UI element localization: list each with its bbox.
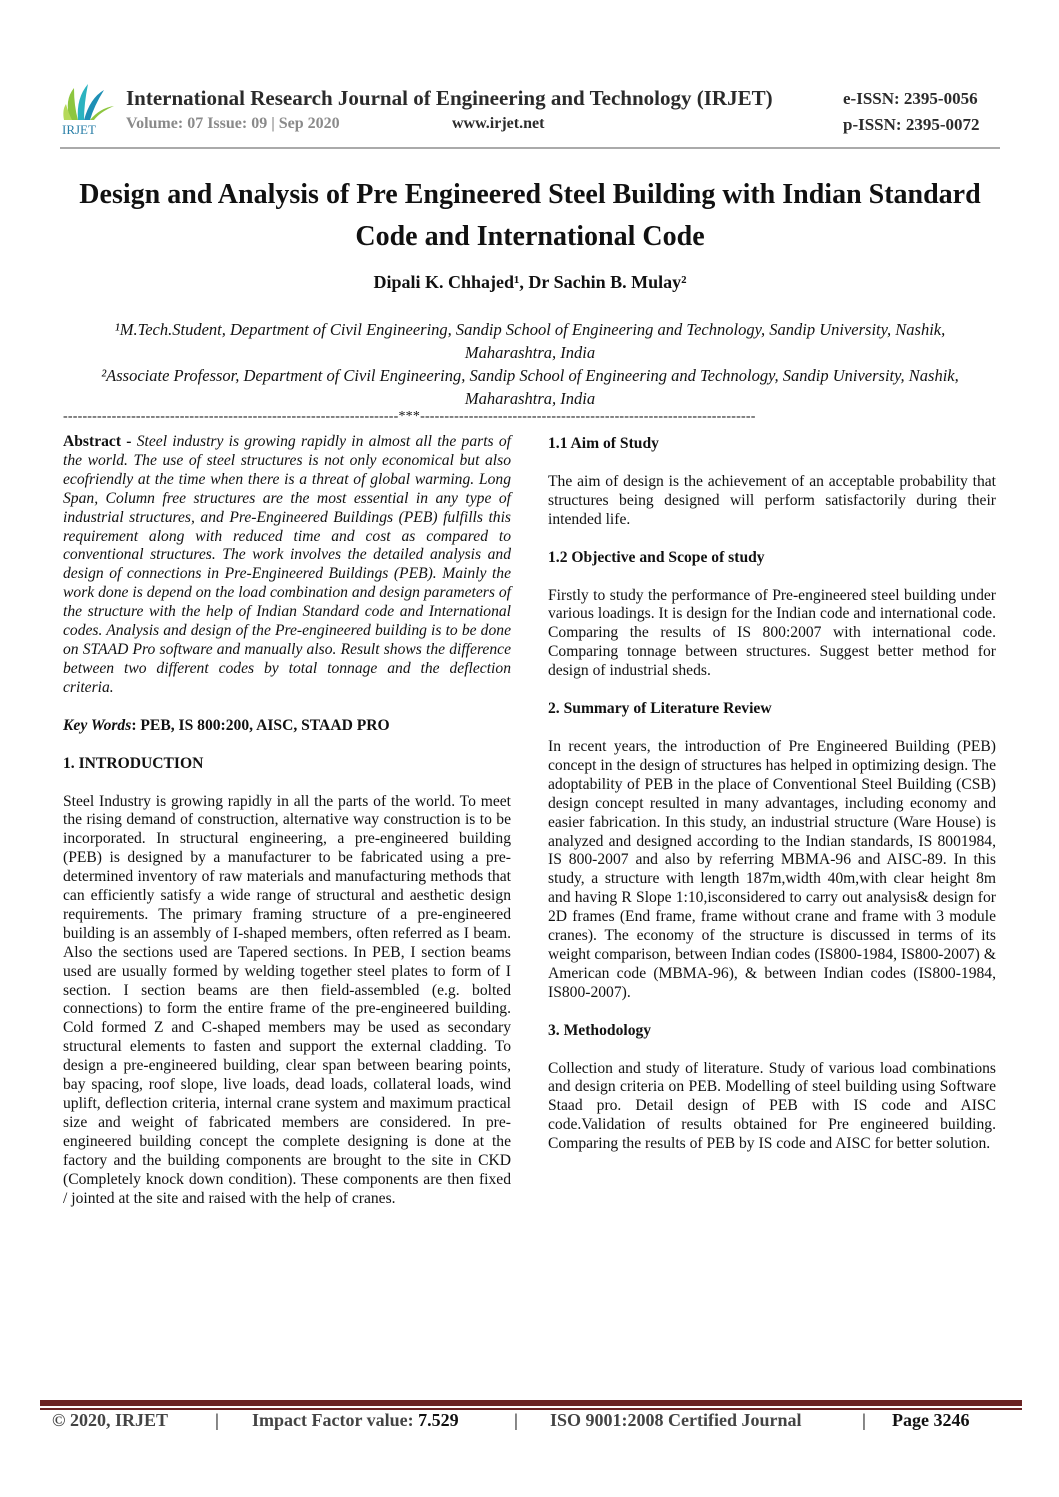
left-column bbox=[63, 433, 511, 1208]
irjet-logo bbox=[60, 80, 118, 136]
methodology-text: Collection and study of literature. Study of various load combinations and design criteria on PEB. Modelling of steel building using Software Staad pro. Detail design of PEB with IS code and AISC code.Validation of results obtained for Pre engineered building. Comparing the results of PEB by IS code and AISC for better solution. bbox=[548, 1059, 996, 1153]
impact-value: 7.529 bbox=[418, 1410, 459, 1430]
affiliation-1: ¹M.Tech.Student, Department of Civil Engineering, Sandip School of Engineering and Technology, Sandip University, Nashik, Maharashtra, India bbox=[114, 320, 946, 362]
abstract-text: Steel industry is growing rapidly in almost all the parts of the world. The use of steel structures is not only economical but also ecofriendly at the time when there is a threat of global warming. Long Span, Column free structures are the most essential in any type of industrial structures, and Pre-Engineered Buildings (PEB) fulfills this requirement along with reduced time and cost as compared to conventional structures. The work involves the detailed analysis and design of connections in Pre-Engineered Buildings (PEB). Mainly the work done is depend on the load combination and design parameters of the structure with the help of Indian Standard code and International codes. Analysis and design of the Pre-engineered building is to be done on STAAD Pro software and manually also. Result shows the difference between two different codes by total tonnage and the deflection criteria. bbox=[63, 433, 511, 696]
keywords-label: Key Words bbox=[63, 716, 132, 734]
impact-label: Impact Factor value: bbox=[252, 1410, 419, 1430]
authors: Dipali K. Chhajed¹, Dr Sachin B. Mulay² bbox=[373, 272, 687, 292]
footer-separator: | bbox=[514, 1410, 518, 1430]
abstract bbox=[63, 433, 511, 698]
pissn: p-ISSN: 2395-0072 bbox=[843, 115, 980, 134]
footer-bar bbox=[40, 1400, 1022, 1406]
intro-heading: 1. INTRODUCTION bbox=[63, 754, 204, 772]
footer-separator: | bbox=[215, 1410, 219, 1430]
volume-info: Volume: 07 Issue: 09 | Sep 2020 bbox=[126, 115, 340, 132]
footer-separator: | bbox=[862, 1410, 866, 1430]
affiliations bbox=[80, 318, 980, 410]
journal-name: International Research Journal of Engineering and Technology (IRJET) bbox=[126, 86, 773, 110]
section-separator: ---------------------------------------------------------------------***--------------------------------------------------------------------- bbox=[63, 409, 756, 424]
literature-heading: 2. Summary of Literature Review bbox=[548, 700, 772, 718]
aim-text: The aim of design is the achievement of an acceptable probability that structures being designed will perform satisfactorily during their intended life. bbox=[548, 472, 996, 528]
paper-title: Design and Analysis of Pre Engineered Steel Building with Indian Standard Code and International Code bbox=[79, 179, 981, 252]
literature-text: In recent years, the introduction of Pre Engineered Building (PEB) concept in the design of structures has helped in optimizing design. The adoptability of PEB in the place of Conventional Steel Building (CSB) design concept resulted in many advantages, including economy and easier fabrication. In this study, an industrial structure (Ware House) is analyzed and designed according to the Indian standards, IS 8001984, IS 800-2007 and also by referring MBMA-96 and AISC-89. In this study, a structure with length 187m,width 40m,with clear height 8m and having R Slope 1:10,isconsidered to carry out analysis& design for 2D frames (End frame, frame without crane and frame with 3 module cranes). The economy of the structure is discussed in terms of its weight comparison, between Indian codes (IS800-1984, IS800-2007) & American code (MBMA-96), & between Indian codes (IS800-1984, IS800-2007). bbox=[548, 737, 996, 1001]
footer-impact bbox=[252, 1410, 459, 1431]
objective-text: Firstly to study the performance of Pre-engineered steel building under various loadings. It is design for the Indian code and international code. Comparing the results of IS 800:2007 with international code. Comparing tonnage between structures. Suggest better method for design of industrial sheds. bbox=[548, 586, 996, 680]
abstract-label: Abstract - bbox=[63, 433, 137, 450]
header-divider bbox=[60, 147, 1000, 149]
keywords bbox=[63, 717, 511, 736]
footer-bar-thin bbox=[40, 1408, 1022, 1410]
footer-iso: ISO 9001:2008 Certified Journal bbox=[550, 1410, 802, 1430]
objective-heading: 1.2 Objective and Scope of study bbox=[548, 548, 765, 566]
affiliation-2: ²Associate Professor, Department of Civil Engineering, Sandip School of Engineering and Technology, Sandip University, Nashik, Maharashtra, India bbox=[101, 366, 959, 408]
footer-copyright: © 2020, IRJET bbox=[52, 1410, 168, 1430]
methodology-heading: 3. Methodology bbox=[548, 1021, 652, 1039]
svg-text:IRJET: IRJET bbox=[62, 122, 96, 136]
aim-heading: 1.1 Aim of Study bbox=[548, 435, 659, 452]
right-column bbox=[548, 433, 996, 1154]
page-number: Page 3246 bbox=[892, 1410, 970, 1430]
intro-text: Steel Industry is growing rapidly in all the parts of the world. To meet the rising demand of construction, alternative way construction is to be incorporated. In structural engineering, a pre-engineered building (PEB) is designed by a manufacturer to be fabricated using a pre-determined inventory of raw materials and manufacturing methods that can efficiently satisfy a wide range of structural and aesthetic design requirements. The primary framing structure of a pre-engineered building is an assembly of I-shaped members, often referred as I beam. Also the sections used are Tapered sections. In PEB, I section beams used are usually formed by welding together steel plates to form of I section. I section beams are then field-assembled (e.g. bolted connections) to form the entire frame of the pre-engineered building. Cold formed Z and C-shaped members may be used as secondary structural elements to fasten and support the external cladding. To design a pre-engineered building, clear span between bearing points, bay spacing, roof slope, live loads, dead loads, collateral loads, wind uplift, deflection criteria, internal crane system and maximum practical size and weight of fabricated members are considered. In pre-engineered building concept the complete designing is done at the factory and the building components are brought to the site in CKD (Completely knock down condition). These components are then fixed / jointed at the site and raised with the help of cranes. bbox=[63, 792, 511, 1207]
keywords-text: : PEB, IS 800:200, AISC, STAAD PRO bbox=[131, 716, 390, 734]
website-link[interactable]: www.irjet.net bbox=[452, 115, 545, 132]
eissn: e-ISSN: 2395-0056 bbox=[843, 89, 978, 108]
